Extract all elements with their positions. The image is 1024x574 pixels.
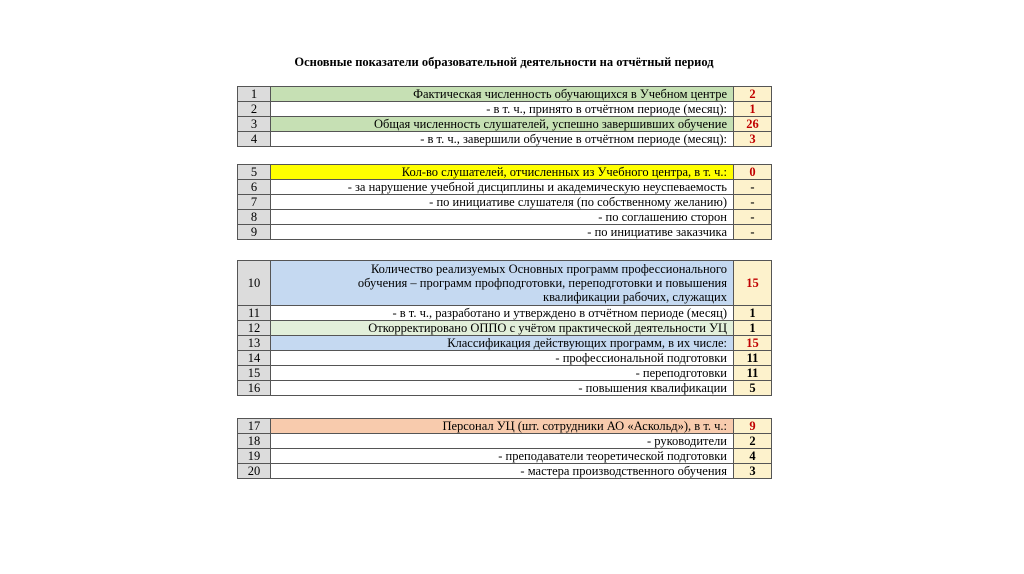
table-row — [238, 351, 772, 366]
row-value: 0 — [734, 165, 772, 180]
row-description: - переподготовки — [271, 366, 734, 381]
row-description: - в т. ч., завершили обучение в отчётном периоде (месяц): — [271, 132, 734, 147]
table-row — [238, 195, 772, 210]
row-description-line: Количество реализуемых Основных программ профессионального — [370, 262, 727, 276]
row-description-line: квалификации рабочих, служащих — [543, 290, 727, 304]
row-description: - по инициативе заказчика — [271, 225, 734, 240]
row-value: 15 — [734, 336, 772, 351]
row-value: 11 — [734, 351, 772, 366]
row-value: 2 — [734, 87, 772, 102]
table-row — [238, 336, 772, 351]
table-section-staff — [237, 418, 772, 479]
row-description: - за нарушение учебной дисциплины и академическую неуспеваемость — [271, 180, 734, 195]
row-number: 18 — [238, 434, 271, 449]
table-row — [238, 419, 772, 434]
row-description: - в т. ч., разработано и утверждено в отчётном периоде (месяц) — [271, 306, 734, 321]
row-description: Кол-во слушателей, отчисленных из Учебного центра, в т. ч.: — [271, 165, 734, 180]
table-row — [238, 464, 772, 479]
row-number: 15 — [238, 366, 271, 381]
row-description: - повышения квалификации — [271, 381, 734, 396]
row-value: 15 — [734, 261, 772, 306]
table-row — [238, 366, 772, 381]
row-number: 9 — [238, 225, 271, 240]
row-number: 2 — [238, 102, 271, 117]
table-row — [238, 306, 772, 321]
row-number: 16 — [238, 381, 271, 396]
row-value: 1 — [734, 321, 772, 336]
row-value: 9 — [734, 419, 772, 434]
row-value: 1 — [734, 306, 772, 321]
row-number: 13 — [238, 336, 271, 351]
row-number: 11 — [238, 306, 271, 321]
row-description: - по инициативе слушателя (по собственному желанию) — [271, 195, 734, 210]
row-description — [271, 261, 734, 306]
table-row — [238, 434, 772, 449]
row-value: 4 — [734, 449, 772, 464]
table-section-expelled — [237, 164, 772, 240]
table-row — [238, 165, 772, 180]
row-description: - преподаватели теоретической подготовки — [271, 449, 734, 464]
row-description-line: обучения – программ профподготовки, переподготовки и повышения — [357, 276, 727, 290]
row-number: 10 — [238, 261, 271, 306]
row-description: - руководители — [271, 434, 734, 449]
row-value: - — [734, 180, 772, 195]
row-number: 20 — [238, 464, 271, 479]
row-number: 12 — [238, 321, 271, 336]
table-row — [238, 321, 772, 336]
table-row — [238, 180, 772, 195]
table-section-programs — [237, 260, 772, 396]
row-description: Классификация действующих программ, в их числе: — [271, 336, 734, 351]
table-row — [238, 102, 772, 117]
row-description: Общая численность слушателей, успешно завершивших обучение — [271, 117, 734, 132]
row-value: 3 — [734, 464, 772, 479]
row-description: - мастера производственного обучения — [271, 464, 734, 479]
table-row — [238, 381, 772, 396]
table-row — [238, 87, 772, 102]
row-value: 1 — [734, 102, 772, 117]
row-description: Фактическая численность обучающихся в Учебном центре — [271, 87, 734, 102]
row-number: 19 — [238, 449, 271, 464]
row-value: - — [734, 210, 772, 225]
row-number: 7 — [238, 195, 271, 210]
row-value: 11 — [734, 366, 772, 381]
table-section-students — [237, 86, 772, 147]
row-value: 5 — [734, 381, 772, 396]
table-row — [238, 225, 772, 240]
row-description: - профессиональной подготовки — [271, 351, 734, 366]
row-number: 4 — [238, 132, 271, 147]
row-description: - по соглашению сторон — [271, 210, 734, 225]
row-number: 17 — [238, 419, 271, 434]
row-description: Персонал УЦ (шт. сотрудники АО «Аскольд»), в т. ч.: — [271, 419, 734, 434]
table-row — [238, 132, 772, 147]
row-value: 26 — [734, 117, 772, 132]
table-row — [238, 117, 772, 132]
row-number: 8 — [238, 210, 271, 225]
page-title: Основные показатели образовательной деятельности на отчётный период — [294, 55, 714, 69]
row-value: - — [734, 195, 772, 210]
row-value: 3 — [734, 132, 772, 147]
row-description: Откорректировано ОППО с учётом практической деятельности УЦ — [271, 321, 734, 336]
table-row — [238, 261, 772, 306]
row-number: 3 — [238, 117, 271, 132]
row-number: 1 — [238, 87, 271, 102]
row-value: 2 — [734, 434, 772, 449]
row-number: 14 — [238, 351, 271, 366]
row-value: - — [734, 225, 772, 240]
row-description: - в т. ч., принято в отчётном периоде (месяц): — [271, 102, 734, 117]
row-number: 5 — [238, 165, 271, 180]
table-row — [238, 449, 772, 464]
row-number: 6 — [238, 180, 271, 195]
table-row — [238, 210, 772, 225]
